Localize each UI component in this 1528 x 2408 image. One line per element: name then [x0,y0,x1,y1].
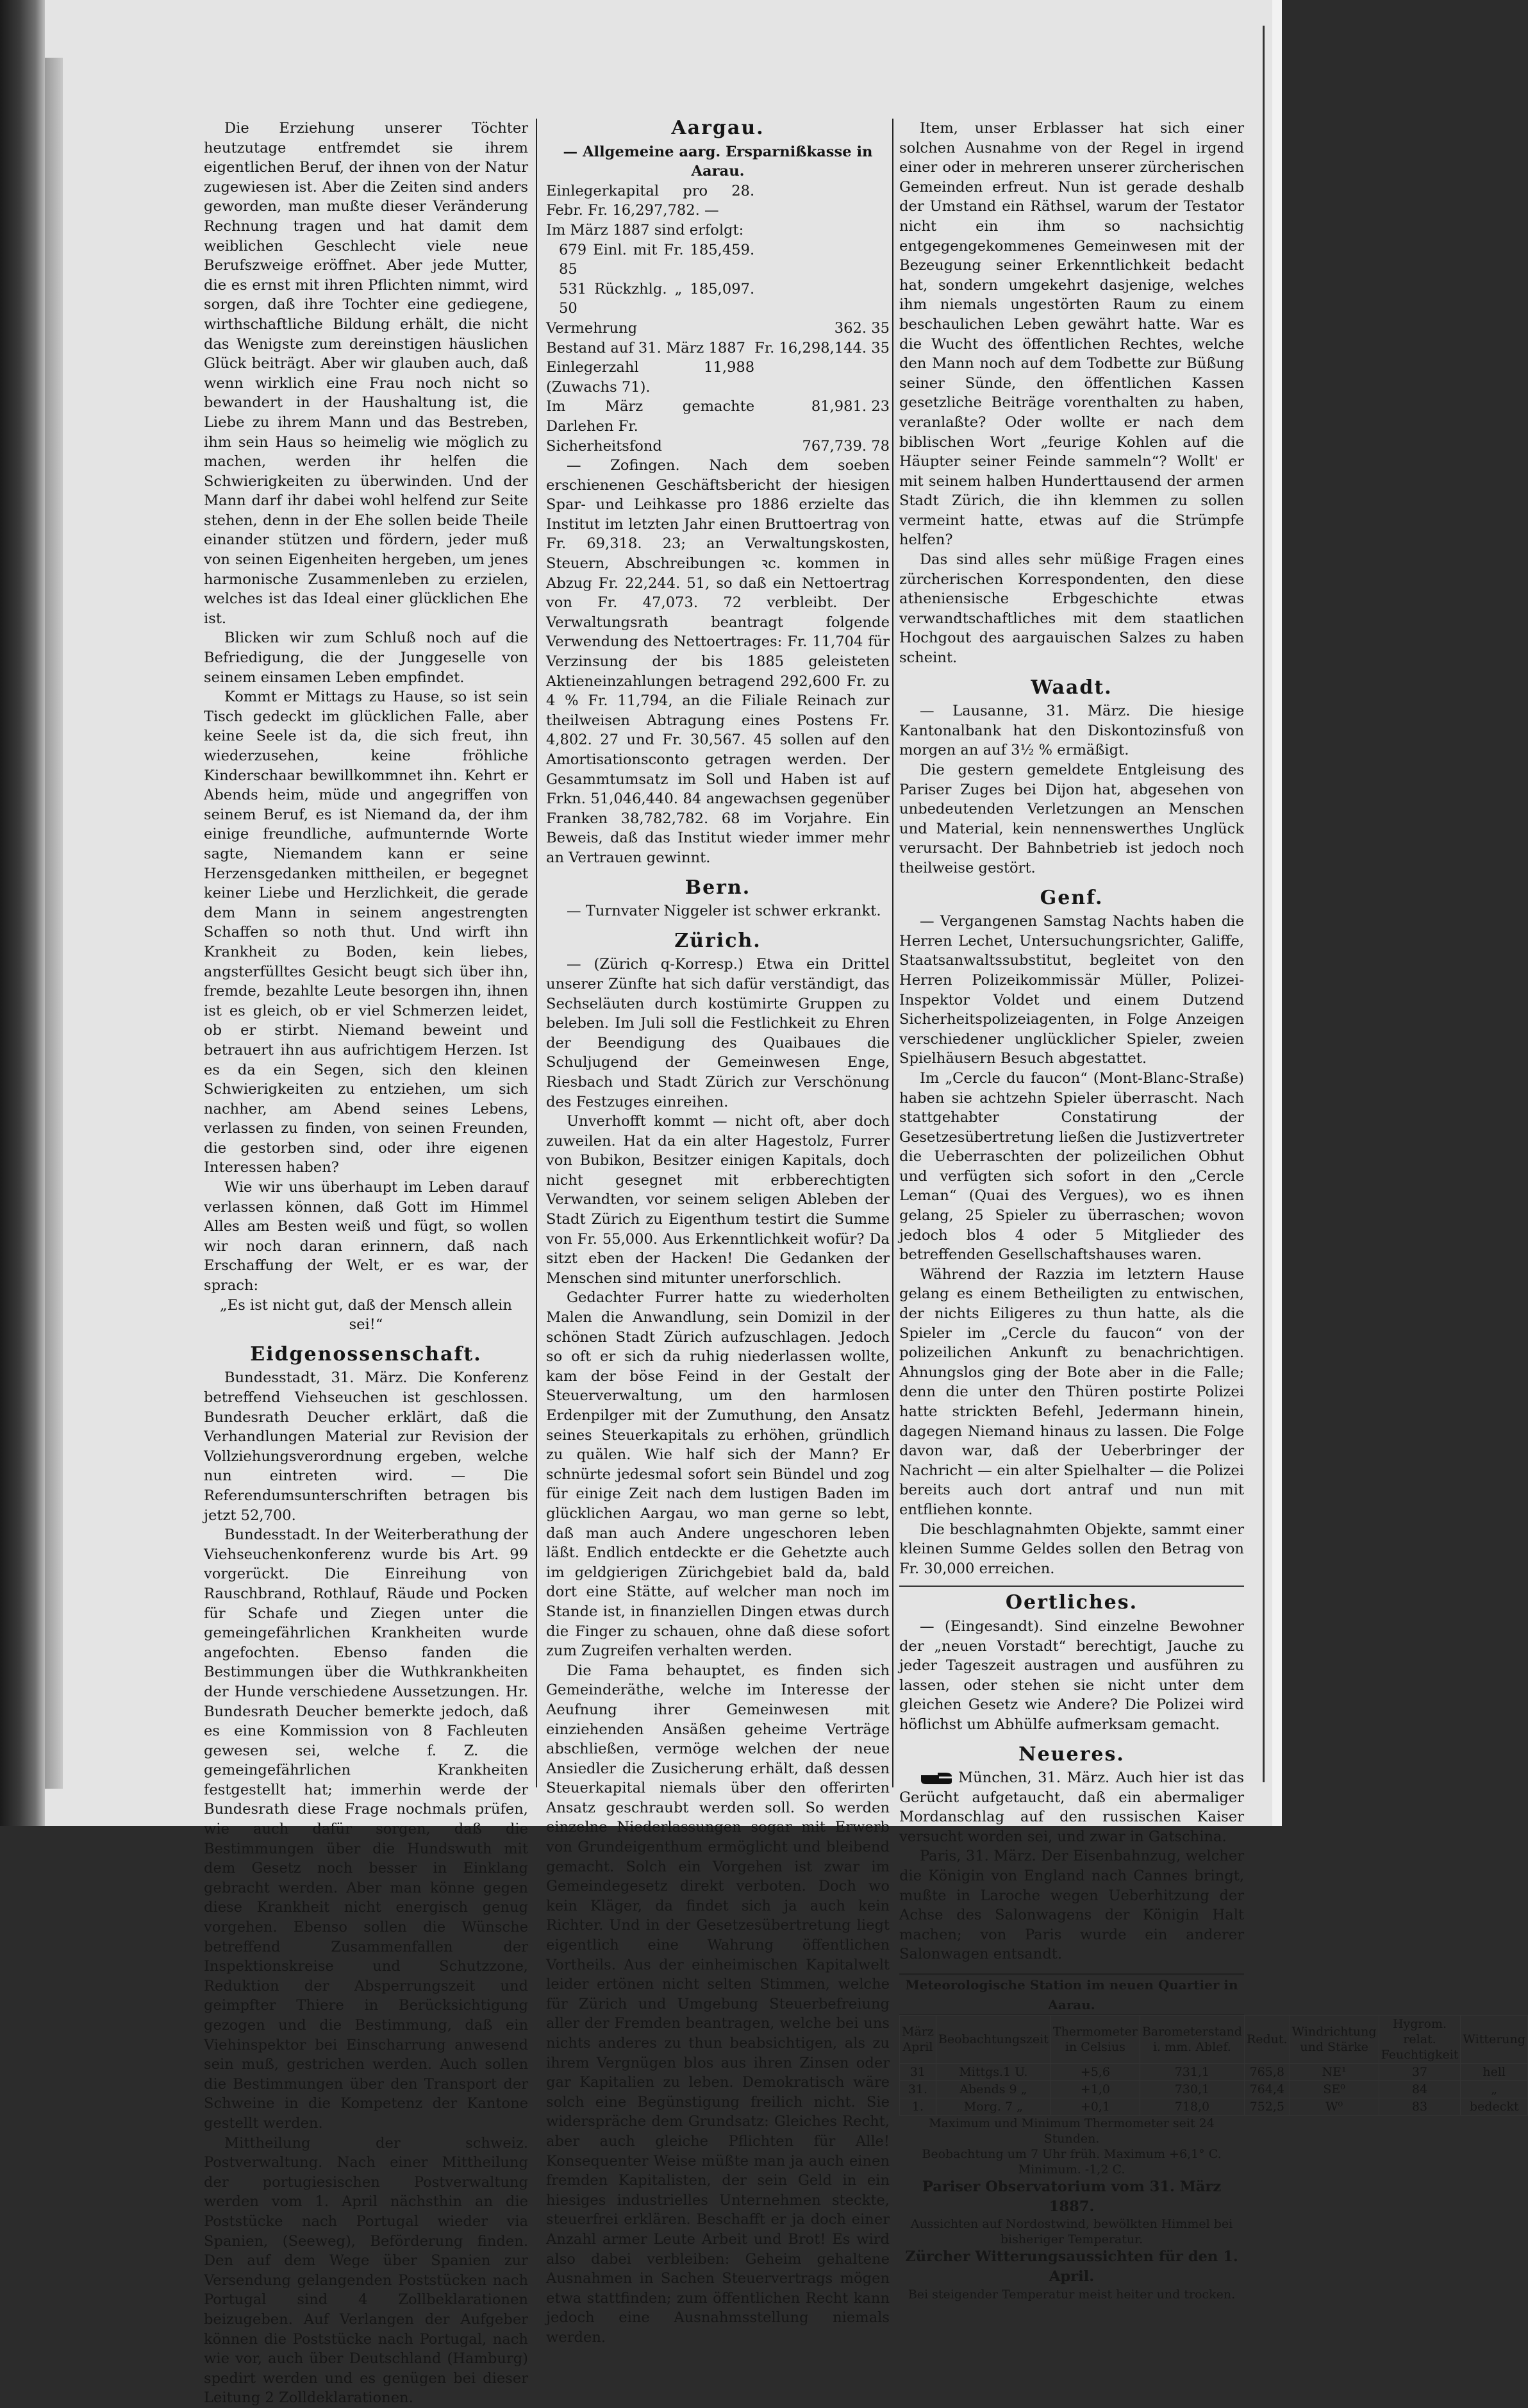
table-row [546,221,890,240]
article-paragraph: Gedachter Furrer hatte zu wiederholten Malen die Anwandlung, sein Domizil in der schönen Stadt Zürich aufzuschlagen. Jedoch so oft er sich da ruhig niederlassen wollte, kam der böse Feind in der Gestalt der Steuerverwaltung, um den harmlosen Erdenpilger mit der Zumuthung, den Ansatz seines Steuerkapitals zu erhöhen, gründlich zu quälen. Wie half sich der Mann? Er schnürte jedesmal sofort sein Bündel und zog für einige Zeit nach dem lustigen Baden im glücklichen Aargau, wo man gerne so lebt, daß man auch Andere ungeschoren leben läßt. Endlich entdeckte er die Gehetzte auch im geldgierigen Zürichgebiet bald da, bald dort eine Stätte, auf welcher man noch im Stande ist, in finanziellen Dingen etwas durch die Finger zu schauen, ohne daß diese sofort zum Zugreifen verhalten werden. [546,1289,890,1660]
table-header: Thermometer in Celsius [1050,2016,1140,2064]
weather-station-title: Meteorologische Station im neuen Quartier in Aarau. [899,1973,1244,2015]
article-paragraph: — (Zürich q-Korresp.) Etwa ein Drittel unserer Zünfte hat sich dafür verständigt, das Sechseläuten durch kostümirte Gruppen zu beleben. Im Juli soll die Festlichkeit zu Ehren der Beendigung des Quaibaues die Schuljugend der Gemeinwesen Enge, Riesbach und Stadt Zürich zur Verschönung des Festzuges einreihen. [546,956,890,1110]
article-paragraph: Die gestern gemeldete Entgleisung des Pariser Zuges bei Dijon hat, abgesehen von unbedeutenden Verletzungen an Menschen und Material, kein nennenswerthes Unglück verursacht. Der Bahnbetrieb ist jedoch noch theilweise gestört. [899,762,1244,876]
weather-note: Beobachtung um 7 Uhr früh. Maximum +6,1° C. [922,2147,1222,2162]
article-paragraph: Im „Cercle du faucon“ (Mont-Blanc-Straße) haben sie achtzehn Spieler überrascht. Nach stattgehabter Constatirung der Gesetzesübertretung ließen die Justizvertreter die Ueberraschten der polizeilichen Obhut und verfügten sich sofort in den „Cercle Leman“ (Quai des Vergues), wo es ihnen gelang, 25 Spieler zu überraschen; wovon jedoch blos 4 oder 5 Mitglieder des betreffenden Gesellschaftshauses waren. [899,1069,1244,1264]
article-paragraph: Während der Razzia im letztern Hause gelang es einem Betheiligten zu entwischen, der nichts Eiligeres zu thun hatte, als die Spieler im „Cercle du faucon“ von der polizeilichen Ankunft zu benachrichtigen. Ahnungslos ging der Bote aber in die Falle; denn die unter den Thüren postirte Polizei hatte strickten Befehl, Jedermann hinein, dagegen Niemand hinaus zu lassen. Die Folge davon war, daß der Ueberbringer der Nachricht — ein alter Spielhalter — die Polizei bereits auch dort antraf und nun mit entfliehen konnte. [899,1266,1244,1518]
article-paragraph: Die beschlagnahmten Objekte, sammt einer kleinen Summe Geldes sollen den Betrag von Fr. 30,000 erreichen. [899,1521,1244,1577]
article-paragraph: Kommt er Mittags zu Hause, so ist sein Tisch gedeckt im glücklichen Falle, aber keine Seele ist da, die sich freut, ihn wiederzusehen, keine fröhliche Kinderschaar bewillkommnet ihn. Kehrt er Abends heim, müde und angegriffen von seinem Beruf, es ist Niemand da, der ihm einige freundliche, aufmunternde Worte sagte, Niemandem kann er seine Herzensgedanken mittheilen, er begegnet keiner Liebe und Herzlichkeit, die gerade dem Mann in seinem angestrengten Schaffen so noth thut. Und wirft ihn Krankheit zu Boden, kein liebes, angsterfülltes Gesicht beugt sich über ihn, fremde, bezahlte Leute besorgen ihn, ihnen ist es gleich, ob er viel Schmerzen leidet, ob er stirbt. Niemand beweint und betrauert ihn aus aufrichtigem Herzen. Ist es da ein Segen, sich den kleinen Schwierigkeiten zu entziehen, um sich nachher, am Abend seines Lebens, verlassen zu finden, von seinen Freunden, die gestorben sind, oder ihre eigenen Interessen haben? [204,689,528,1176]
section-heading: Waadt. [1031,676,1113,699]
column-1 [204,119,529,2407]
article-paragraph: — (Eingesandt). Sind einzelne Bewohner der „neuen Vorstadt“ berechtigt, Jauche zu jeder Tageszeit austragen und ausführen zu lassen, oder stehen sie nicht unter dem gleichen Gesetz wie Andere? Die Polizei wird höflichst um Abhülfe aufmerksam gemacht. [899,1618,1244,1733]
article-paragraph: Die Erziehung unserer Töchter heutzutage entfremdet sie ihrem eigentlichen Beruf, der ihnen von der Natur zugewiesen ist. Aber die Zeiten sind anders geworden, man mußte dieser Veränderung Rechnung tragen und hat damit dem weiblichen Geschlecht viele neue Berufszweige eröffnet. Aber jede Mutter, die es ernst mit ihren Pflichten nimmt, wird sorgen, daß ihre Tochter eine gediegene, wirthschaftliche Bildung erhält, die nicht das Wenigste zum dereinstigen häuslichen Glück beiträgt. Aber wir glauben auch, daß wenn wirklich eine Frau noch nicht so bewandert in der Haushaltung ist, die Liebe zu ihrem Mann und das Bestreben, ihm sein Haus so heimelig wie möglich zu machen, werden ihr helfen die Schwierigkeiten zu überwinden. Und der Mann darf ihr dabei wohl helfend zur Seite stehen, denn in der Ehe sollen beide Theile einander stützen und fördern, jeder muß von seinen Eigenheiten hergeben, um jenes harmonische Zusammenleben zu erzielen, welches ist das Ideal einer glücklichen Ehe ist. [204,120,528,627]
table-cell: +0,1 [1050,2098,1140,2116]
article-paragraph: Blicken wir zum Schluß noch auf die Befriedigung, die der Junggeselle von seinem einsamen Leben empfindet. [204,630,528,686]
pointing-hand-icon [920,1771,953,1785]
observatory-title: Pariser Observatorium vom 31. März 1887. [922,2178,1222,2215]
article-paragraph: Bundesstadt, 31. März. Die Konferenz betreffend Viehseuchen ist geschlossen. Bundesrath Deucher erklärt, daß die Verhandlungen Material zur Revision der Vollziehungsverordnung ergeben, welche nun eintreten wird. — Die Referendumsunterschriften betragen bis jetzt 52,700. [204,1369,528,1524]
table-row [900,2081,1528,2098]
article-paragraph: Die Fama behauptet, es finden sich Gemeinderäthe, welche im Interesse der Aeufnung ihrer Gemeinwesen mit einziehenden Ansäßen geheime Verträge abschließen, vermöge welchen der neue Ansiedler die Zusicherung erhält, daß dessen Steuerkapital niemals über den offerirten Ansatz geschraubt werden soll. So werden einzelne Niederlassungen sogar mit Erwerb von Grundeigenthum ermöglicht und bleibend gemacht. Solch ein Vorgehen ist zwar im Gemeindegesetz direkt verboten. Doch wo kein Kläger, da findet sich ja auch kein Richter. Und in der Gesetzesübertretung liegt eigentlich eine Wahrung öffentlichen Vortheils. Aus der einheimischen Kapitalwelt leider ertönen nicht selten Stimmen, welche für Zürich und Umgebung Steuerbefreiung aller der Fremden beantragen, welche bei uns nichts anderes zu thun beabsichtigen, als zu ihrem Vergnügen blos aus ihren Zinsen oder gar Kapitalien zu leben. Demokratisch wäre solch eine Begünstigung freilich nicht. Sie widerspräche dem Grundsatz: Gleiches Recht, aber auch gleiche Pflichten für Alle! Konsequenter Weise müßte man ja auch einen fremden Kapitalisten, der sein Geld in ein hiesiges industrielles Unternehmen steckte, steuerfrei erklären. Beschafft er ja doch einer Anzahl armer Leute Arbeit und Brot! Es wird also dabei verbleiben: Geheim gehaltene Ausnahmen in Sachen Steuervertrags mögen etwa stattfinden; zum öffentlichen Recht kann jedoch eine Ausnahmsstellung niemals werden. [546,1662,890,2346]
table-cell [754,280,890,319]
table-cell: 679 Einl. mit Fr. 185,459. 85 [559,241,755,278]
book-spine [0,0,45,1826]
table-cell: 764,4 [1244,2081,1290,2098]
weather-table [899,2015,1528,2116]
article-paragraph: — Vergangenen Samstag Nachts haben die Herren Lechet, Untersuchungsrichter, Galiffe, Staatsanwaltssubstitut, begleitet von den Herren Polizeikommissär Müller, Polizei-Inspektor Voldet und einem Dutzend Sicherheitspolizeiagenten, in Folge Anzeigen verschiedener unglücklicher Spieler, zweien Spielhäusern Besuch abgestattet. [899,913,1244,1067]
column-3 [899,119,1525,2302]
table-cell: 731,1 [1140,2064,1244,2081]
subheading: — Allgemeine aarg. Ersparnißkasse in Aarau. [563,143,873,180]
column-2 [546,117,890,2346]
table-cell: 1. [900,2098,936,2116]
article-paragraph: Bundesstadt. In der Weiterberathung der Viehseuchenkonferenz wurde bis Art. 99 vorgerückt. Die Einreihung von Rauschbrand, Rothlauf, Räude und Pocken für Schafe und Ziegen unter die gemeingefährlichen Krankheiten wurde angefochten. Ebenso fanden die Bestimmungen über die Wuthkrankheiten der Hunde verschiedene Aussetzungen. Hr. Bundesrath Deucher bemerkte jedoch, daß es eine Kommission von 8 Fachleuten gewesen sei, welche f. Z. die gemeingefährlichen Krankheiten festgestellt hat; immerhin werde der Bundesrath diese Frage nochmals prüfen, wie auch dafür sorgen, daß die Bestimmungen über die Hundswuth mit dem Gesetz noch besser in Einklang gebracht werden. Aber man könne gegen diese Krankheit nicht energisch genug vorgehen. Ebenso sollen die Wünsche betreffend Zusammenfallen der Inspektionskreise und Schutzzone, Reduktion der Absperrungszeit und geimpfter Thiere in Berücksichtigung gezogen und die Bestimmung, daß ein Viehinspektor bei Einscharrung anwesend sein muß, gestrichen werden. Auch sollen die Bestimmungen über den Transport der Schweine in die Kompetenz der Kantone gestellt werden. [204,1526,529,2132]
table-header: Redut. [1244,2016,1290,2064]
savings-table [546,181,890,456]
table-cell: Vermehrung [546,319,638,337]
table-header: Hygrom. relat. Feuchtigkeit [1379,2016,1461,2064]
page-margin [1272,0,1282,1826]
table-cell: Sicherheitsfond [546,437,662,455]
table-cell [754,358,890,397]
table-row [546,397,890,436]
table-row [546,319,890,339]
table-row [900,2016,1528,2064]
column-rule [536,119,537,1787]
table-cell: „ [1461,2081,1528,2098]
table-cell: +1,0 [1050,2081,1140,2098]
table-row [546,358,890,397]
table-row [900,2098,1528,2116]
table-cell: Einlegerkapital pro 28. Febr. Fr. 16,297,782. — [546,182,755,219]
table-cell: 765,8 [1244,2064,1290,2081]
table-cell: Im März 1887 sind erfolgt: [546,221,744,238]
table-cell: NE¹ [1290,2064,1379,2081]
table-cell: Abends 9 „ [936,2081,1050,2098]
weather-note: Maximum und Minimum Thermometer seit 24 Stunden. [929,2116,1215,2146]
table-row [546,181,890,221]
table-row [546,240,890,280]
table-cell: hell [1461,2064,1528,2081]
table-cell: 81,981. 23 [811,398,890,415]
table-row [546,280,890,319]
table-cell: Im März gemachte Darlehen Fr. [546,398,755,435]
table-cell: SE⁰ [1290,2081,1379,2098]
table-cell: Bestand auf 31. März 1887 [546,339,745,356]
table-cell: 83 [1379,2098,1461,2116]
observatory-text: Aussichten auf Nordostwind, bewölkten Himmel bei bisheriger Temperatur. [910,2217,1233,2247]
table-cell: bedeckt [1461,2098,1528,2116]
table-cell [754,221,890,240]
table-header: Barometerstand i. mm. Ablef. [1140,2016,1244,2064]
table-cell: 31 [900,2064,936,2081]
article-paragraph: Mittheilung der schweiz. Postverwaltung. Nach einer Mittheilung der portugiesischen Postverwaltung werden vom 1. April nächsthin an die Poststücke nach Portugal wieder via Spanien, (Seeweg), Beförderung finden. Den auf dem Wege über Spanien zur Versendung gelangenden Poststücken nach Portugal sind 4 Zollbeklarationen beizugeben. Auf Verlangen der Aufgeber können die Poststücke nach Portugal, nach wie vor, auch über Deutschland (Hamburg) spedirt werden und es genügen bei dieser Leitung 2 Zolldeklarationen. [204,2134,528,2407]
table-cell: 730,1 [1140,2081,1244,2098]
table-cell: 752,5 [1244,2098,1290,2116]
table-cell: Einlegerzahl 11,988 (Zuwachs 71). [546,359,755,396]
table-cell [754,181,890,221]
section-heading: Genf. [1040,886,1104,909]
table-cell: 718,0 [1140,2098,1244,2116]
table-cell: 362. 35 [834,319,890,337]
table-cell: 37 [1379,2064,1461,2081]
section-heading: Zürich. [674,929,761,952]
article-paragraph: Das sind alles sehr müßige Fragen eines zürcherischen Korrespondenten, den diese atheniensische Erbgeschichte etwas verwandtschaftliches mit dem staatlichen Hochgout des aargauischen Salzes zu haben scheint. [899,551,1244,667]
table-cell: 84 [1379,2081,1461,2098]
section-heading: Bern. [685,876,751,899]
table-cell: Morg. 7 „ [936,2098,1050,2116]
section-heading: Eidgenossenschaft. [250,1342,482,1366]
article-paragraph: Wie wir uns überhaupt im Leben darauf verlassen können, daß Gott im Himmel Alles am Besten weiß und fügt, so wollen wir noch daran erinnern, daß nach Erschaffung der Welt, er es war, der sprach: [204,1179,528,1294]
article-paragraph: Paris, 31. März. Der Eisenbahnzug, welcher die Königin von England nach Cannes bringt, mußte in Laroche wegen Ueberhitzung der Achse des Salonwagens der Königin Halt machen; von Paris wurde ein anderer Salonwagen entsandt. [899,1848,1244,1963]
page-edge [45,58,63,1789]
quote: „Es ist nicht gut, daß der Mensch allein sei!“ [220,1296,512,1334]
table-header: Windrichtung und Stärke [1290,2016,1379,2064]
table-cell: 531 Rückzhlg. „ 185,097. 50 [559,280,755,317]
weather-note: Minimum. -1,2 C. [1018,2162,1125,2177]
table-row [546,339,890,358]
article-paragraph: Unverhofft kommt — nicht oft, aber doch zuweilen. Hat da ein alter Hagestolz, Furrer von Bubikon, Besitzer einigen Kapitals, doch nicht gesegnet mit erbberechtigten Verwandten, vor seinem seligen Ableben der Stadt Zürich zu Eigenthum testirt die Summe von Fr. 55,000. Aus Erkenntlichkeit wofür? Da sitzt eben der Hacken! Die Gedanken der Menschen sind mitunter unerforschlich. [546,1113,890,1287]
table-cell: 767,739. 78 [802,437,890,455]
table-cell [754,240,890,280]
forecast-text: Bei steigender Temperatur meist heiter und trocken. [908,2287,1236,2302]
forecast-title: Zürcher Witterungsaussichten für den 1. April. [905,2248,1238,2285]
article-paragraph [899,1768,1244,1846]
border-rule [1263,26,1265,1782]
table-header: März April [900,2016,936,2064]
table-row [900,2064,1528,2081]
article-paragraph: — Zofingen. Nach dem soeben erschienenen Geschäftsbericht der hiesigen Spar- und Leihkasse pro 1886 erzielte das Institut im letzten Jahr einen Bruttoertrag von Fr. 69,318. 23; an Verwaltungskosten, Steuern, Abschreibungen ꝛc. kommen in Abzug Fr. 22,244. 51, so daß ein Nettoertrag von Fr. 47,073. 72 verbleibt. Der Verwaltungsrath beantragt folgende Verwendung des Nettoertrages: Fr. 11,704 für Verzinsung der bis 1885 geleisteten Aktieneinzahlungen betragend 292,600 Fr. zu 4 % Fr. 11,794, an die Filiale Reinach zur theilweisen Abtragung eines Postens Fr. 4,802. 27 und Fr. 30,567. 45 sollen auf den Amortisationsconto getragen werden. Der Gesammtumsatz im Soll und Haben ist auf Frkn. 51,046,440. 84 angewachsen gegenüber Franken 38,782,782. 68 im Vorjahre. Ein Beweis, daß das Institut wieder immer mehr an Vertrauen gewinnt. [546,457,890,866]
table-cell: Mittgs.1 U. [936,2064,1050,2081]
article-paragraph: Item, unser Erblasser hat sich einer solchen Ausnahme von der Regel in irgend einer oder in mehreren unserer zürcherischen Gemeinden erfreut. Nun ist gerade deshalb der Umstand ein Räthsel, warum der Testator nicht ein ihm so nachsichtig entgegengekommenes Gemeinwesen mit der Bezeugung seiner Erkenntlichkeit bedacht hat, sondern umgekehrt dasjenige, welches ihm niemals ungestörten Raum zu einem beschaulichen Leben gewährt hatte. War es die Wucht des öffentlichen Rechtes, welche den Mann noch auf dem Todbette zur Büßung seiner Sünde, den öffentlichen Kassen gesetzliche Beiträge vorenthalten zu haben, veranlaßte? Oder wollte er nach dem biblischen Wort „feurige Kohlen auf die Häupter seiner Feinde sammeln“? Wollt' er mit seinem halben Hunderttausend der armen Stadt Zürich, die ihn klemmen zu sollen vermeint hatte, etwas auf die Strümpfe helfen? [899,120,1244,549]
section-heading: Aargau. [671,117,765,139]
article-paragraph: — Turnvater Niggeler ist schwer erkrankt. [567,903,881,920]
table-header: Beobachtungszeit [936,2016,1050,2064]
table-cell: Fr. 16,298,144. 35 [754,339,890,356]
table-cell: +5,6 [1050,2064,1140,2081]
table-cell: 31. [900,2081,936,2098]
section-heading: Neueres. [1018,1743,1125,1766]
table-row [546,437,890,456]
table-cell: W⁰ [1290,2098,1379,2116]
news-text: München, 31. März. Auch hier ist das Gerücht aufgetaucht, daß ein abermaliger Mordanschlag auf den russischen Kaiser versucht worden sei, und zwar in Gatschina. [899,1769,1244,1845]
section-heading: Oertliches. [899,1585,1244,1613]
column-rule [892,119,893,1787]
table-header: Witterung [1461,2016,1528,2064]
article-paragraph: — Lausanne, 31. März. Die hiesige Kantonalbank hat den Diskontozinsfuß von morgen an auf 3½ % ermäßigt. [899,703,1244,759]
